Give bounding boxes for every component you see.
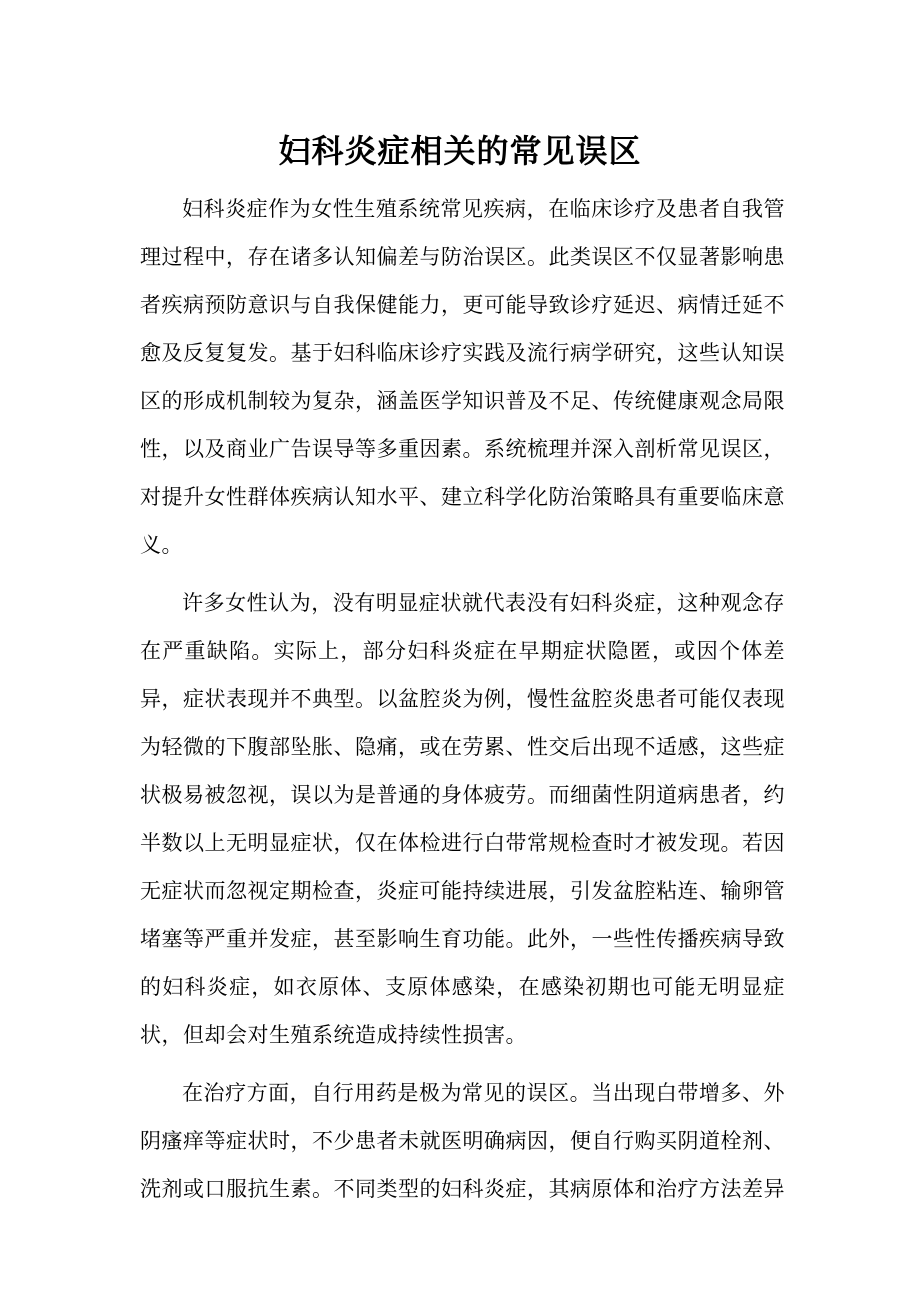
- paragraph-intro: 妇科炎症作为女性生殖系统常见疾病，在临床诊疗及患者自我管理过程中，存在诸多认知偏差与防治误区。此类误区不仅显著影响患者疾病预防意识与自我保健能力，更可能导致诊疗延迟、病情迁延不愈及反复复发。基于妇科临床诊疗实践及流行病学研究，这些认知误区的形成机制较为复杂，涵盖医学知识普及不足、传统健康观念局限性，以及商业广告误导等多重因素。系统梳理并深入剖析常见误区，对提升女性群体疾病认知水平、建立科学化防治策略具有重要临床意义。: [140, 197, 785, 557]
- paragraph-no-symptoms: 许多女性认为，没有明显症状就代表没有妇科炎症，这种观念存在严重缺陷。实际上，部分妇科炎症在早期症状隐匿，或因个体差异，症状表现并不典型。以盆腔炎为例，慢性盆腔炎患者可能仅表现为轻微的下腹部坠胀、隐痛，或在劳累、性交后出现不适感，这些症状极易被忽视，误以为是普通的身体疲劳。而细菌性阴道病患者，约半数以上无明显症状，仅在体检进行白带常规检查时才被发现。若因无症状而忽视定期检查，炎症可能持续进展，引发盆腔粘连、输卵管堵塞等严重并发症，甚至影响生育功能。此外，一些性传播疾病导致的妇科炎症，如衣原体、支原体感染，在感染初期也可能无明显症状，但却会对生殖系统造成持续性损害。: [140, 591, 785, 1047]
- document-title: 妇科炎症相关的常见误区: [278, 132, 642, 170]
- paragraph-self-medication: 在治疗方面，自行用药是极为常见的误区。当出现白带增多、外阴瘙痒等症状时，不少患者未就医明确病因，便自行购买阴道栓剂、洗剂或口服抗生素。不同类型的妇科炎症，其病原体和治疗方法差异: [140, 1081, 785, 1201]
- document-body: [140, 185, 785, 1223]
